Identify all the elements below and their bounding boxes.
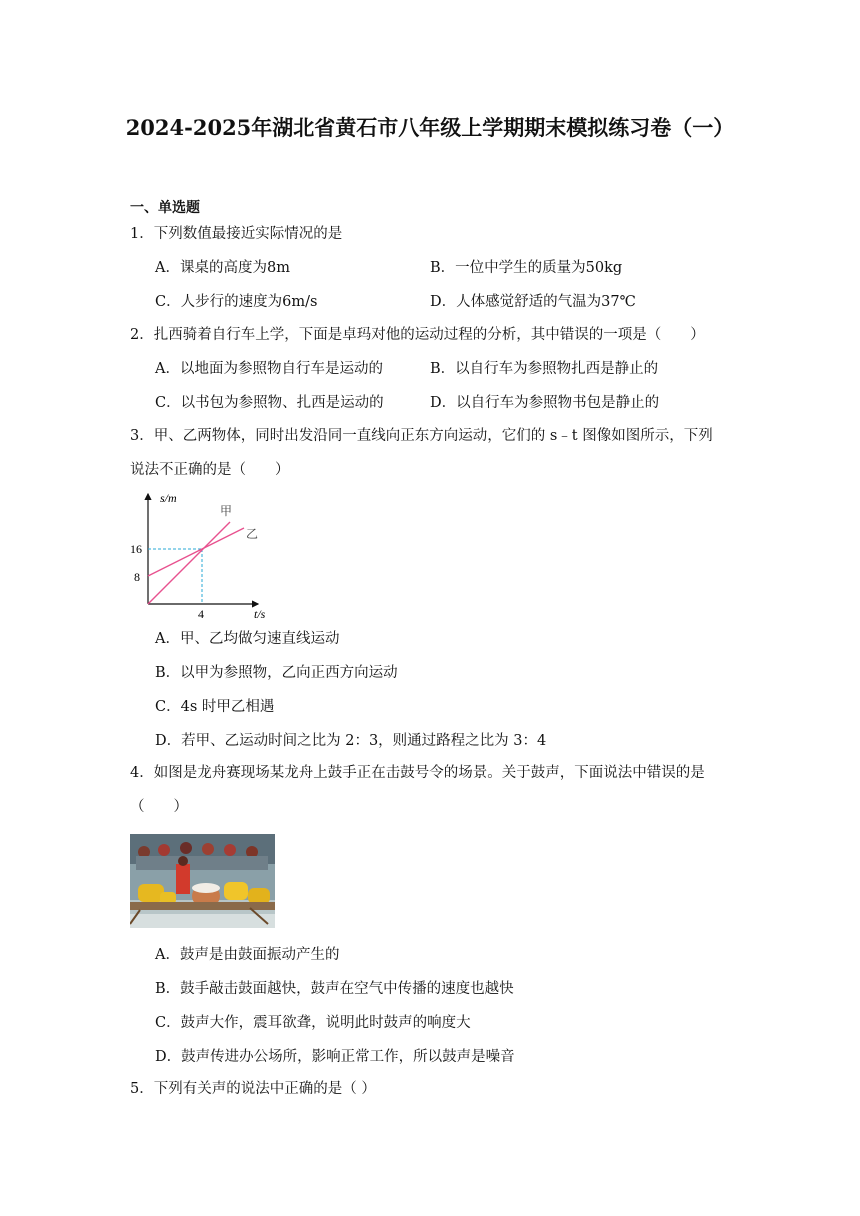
q3-option-a[interactable]: A．甲、乙均做匀速直线运动 <box>155 631 340 647</box>
q1-option-c[interactable]: C．人步行的速度为6m/s <box>155 294 318 310</box>
line-yi <box>148 528 244 576</box>
dragon-boat-photo <box>130 834 275 928</box>
line-jia <box>148 522 230 604</box>
st-graph <box>128 486 278 622</box>
section-heading: 一、单选题 <box>130 200 200 216</box>
exam-title: 2024-2025年湖北省黄石市八年级上学期期末模拟练习卷（一） <box>125 115 735 140</box>
x-tick-4: 4 <box>198 607 204 621</box>
q2-option-c[interactable]: C．以书包为参照物、扎西是运动的 <box>155 395 384 411</box>
q3-stem-line2: 说法不正确的是（ ） <box>130 462 290 478</box>
q3-option-d[interactable]: D．若甲、乙运动时间之比为 2：3，则通过路程之比为 3：4 <box>155 733 547 749</box>
q5-stem: 5．下列有关声的说法中正确的是（ ） <box>130 1081 376 1097</box>
x-axis-label: t/s <box>254 607 266 621</box>
y-tick-8: 8 <box>134 570 140 584</box>
q1-stem: 1．下列数值最接近实际情况的是 <box>130 226 343 242</box>
q3-stem-line1: 3．甲、乙两物体，同时出发沿同一直线向正东方向运动，它们的 s﹣t 图像如图所示，下列 <box>130 428 713 444</box>
label-jia: 甲 <box>220 504 233 518</box>
q4-option-a[interactable]: A．鼓声是由鼓面振动产生的 <box>155 947 340 963</box>
q3-option-c[interactable]: C．4s 时甲乙相遇 <box>155 699 275 715</box>
q2-stem: 2．扎西骑着自行车上学，下面是卓玛对他的运动过程的分析，其中错误的一项是（ ） <box>130 327 705 343</box>
q3-option-b[interactable]: B．以甲为参照物，乙向正西方向运动 <box>155 665 398 681</box>
q1-option-b[interactable]: B．一位中学生的质量为50kg <box>430 260 623 276</box>
y-tick-16: 16 <box>130 542 142 556</box>
q1-option-a[interactable]: A．课桌的高度为8m <box>155 260 290 276</box>
y-axis-label: s/m <box>160 491 177 505</box>
q4-stem-line1: 4．如图是龙舟赛现场某龙舟上鼓手正在击鼓号令的场景。关于鼓声，下面说法中错误的是 <box>130 765 705 781</box>
q2-option-d[interactable]: D．以自行车为参照物书包是静止的 <box>430 395 660 411</box>
q1-option-d[interactable]: D．人体感觉舒适的气温为37℃ <box>430 294 636 310</box>
q4-option-c[interactable]: C．鼓声大作，震耳欲聋，说明此时鼓声的响度大 <box>155 1015 471 1031</box>
label-yi: 乙 <box>246 527 259 541</box>
q4-stem-line2: （ ） <box>130 799 188 815</box>
q2-option-a[interactable]: A．以地面为参照物自行车是运动的 <box>155 361 383 377</box>
q4-option-b[interactable]: B．鼓手敲击鼓面越快，鼓声在空气中传播的速度也越快 <box>155 981 514 997</box>
q2-option-b[interactable]: B．以自行车为参照物扎西是静止的 <box>430 361 659 377</box>
q4-option-d[interactable]: D．鼓声传进办公场所，影响正常工作，所以鼓声是噪音 <box>155 1049 515 1065</box>
